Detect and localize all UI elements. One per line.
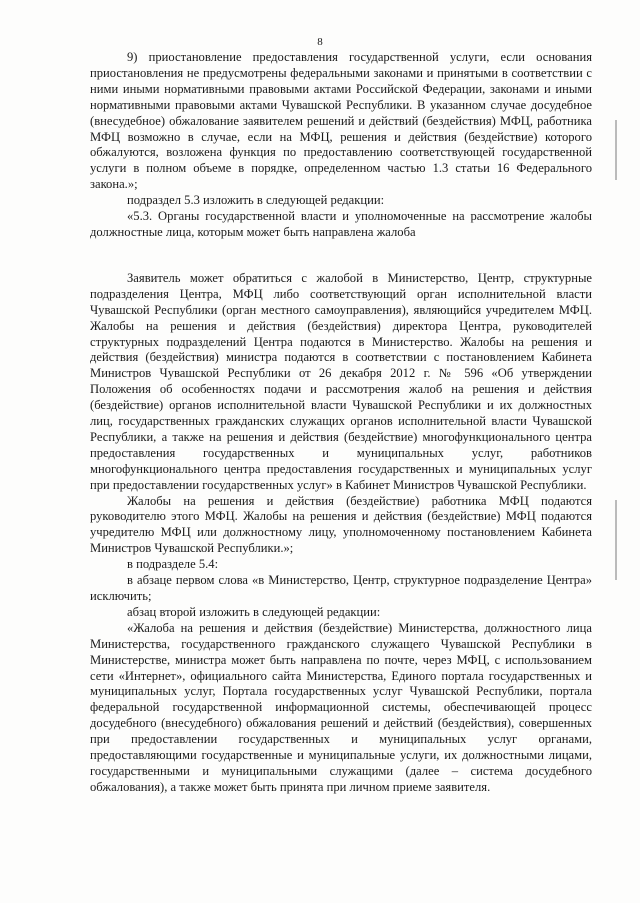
scan-edge-mark — [615, 120, 617, 180]
document-body — [90, 50, 592, 796]
paragraph-complaint-channels: «Жалоба на решения и действия (бездействие) Министерства, должностного лица Министерства, государственного гражданского служащего Чувашской Республики в Министерстве, министра может быть направлена по почте, через МФЦ, с использованием сети «Интернет», официального сайта Министерства, Единого портала государственных и муниципальных услуг, Портала государственных услуг Чувашской Республики, портала федеральной государственной информационной системы, обеспечивающей процесс досудебного (внесудебного) обжалования решений и действий (бездействия), совершенных при предоставлении государственных и муниципальных услуг органами, предоставляющими государственные и муниципальные услуги, их должностными лицами, государственными и муниципальными служащими (далее – система досудебного обжалования), а также может быть принята при личном приеме заявителя. — [90, 620, 592, 794]
paragraph-subsection-5-4-intro: в подразделе 5.4: — [127, 557, 219, 572]
paragraph-first-clause-change: в абзаце первом слова «в Министерство, Центр, структурное подразделение Центра» исключить; — [90, 573, 592, 603]
paragraph-item-9: 9) приостановление предоставления государственной услуги, если основания приостановления не предусмотрены федеральными законами и принятыми в соответствии с ними иными нормативными правовыми актами Российской Федерации, законами и иными нормативными правовыми актами Чувашской Республики. В указанном случае досудебное (внесудебное) обжалование заявителем решений и действий (бездействия) МФЦ, работника МФЦ возможно в случае, если на МФЦ, решения и действия (бездействие) которого обжалуются, возложена функция по предоставлению соответствующей государственной услуги в полном объеме в порядке, определенном частью 1.3 статьи 16 Федерального закона.»; — [90, 50, 592, 192]
paragraph-subsection-5-3-heading: «5.3. Органы государственной власти и уполномоченные на рассмотрение жалобы должностные лица, которым может быть направлена жалоба — [90, 209, 592, 239]
paragraph-mfc-complaints: Жалобы на решения и действия (бездействие) работника МФЦ подаются руководителю этого МФЦ. Жалобы на решения и действия (бездействие) МФЦ подаются учредителю МФЦ или должностному лицу, уполномоченному постановлением Кабинета Министров Чувашской Республики.»; — [90, 493, 592, 556]
page-number: 8 — [317, 36, 323, 48]
paragraph-second-clause-intro: абзац второй изложить в следующей редакции: — [127, 604, 381, 619]
paragraph-complaint-recipients: Заявитель может обратиться с жалобой в Министерство, Центр, структурные подразделения Центра, МФЦ либо соответствующий орган исполнительной власти Чувашской Республики (орган местного самоуправления), являющийся учредителем МФЦ. Жалобы на решения и действия (бездействия) директора Центра, руководителей структурных подразделений Центра подаются в Министерство. Жалобы на решения и действия (бездействия) министра подаются в соответствии с постановлением Кабинета Министров Чувашской Республики от 26 декабря 2012 г. № 596 «Об утверждении Положения об особенностях подачи и рассмотрения жалоб на решения и действия (бездействие) органов исполнительной власти Чувашской Республики и их должностных лиц, государственных гражданских служащих органов исполнительной власти Чувашской Республики, а также на решения и действия (бездействие) многофункционального центра предоставления государственных и муниципальных услуг, работников многофункционального центра предоставления государственных и муниципальных услуг при предоставлении государственных услуг» в Кабинет Министров Чувашской Республики. — [90, 270, 592, 492]
paragraph-subsection-5-3-intro: подраздел 5.3 изложить в следующей редакции: — [127, 193, 385, 208]
scan-edge-mark — [615, 500, 617, 580]
